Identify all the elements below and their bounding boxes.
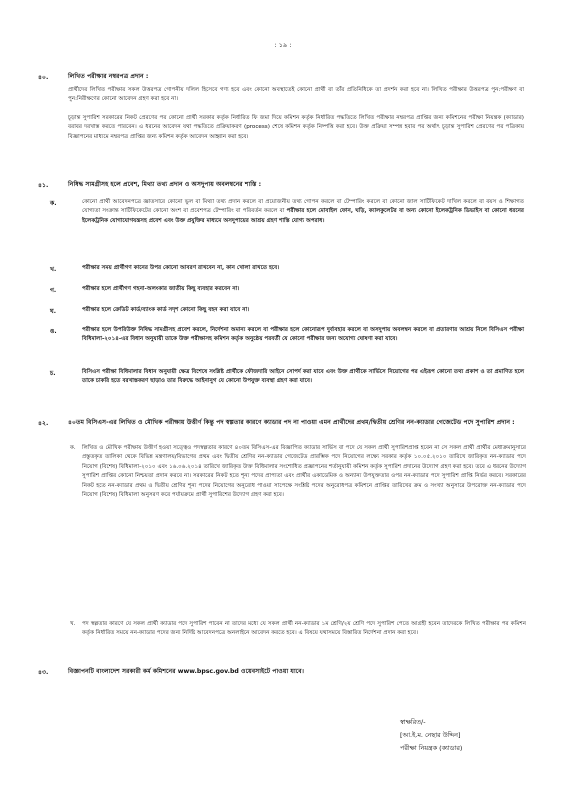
section-41-number: ৪১. [38,182,49,189]
signatory-name: [আ.ই.ম. নেছার উদ্দিন] [400,731,461,739]
item-label: ক. [70,445,76,451]
signatory-designation: পরীক্ষা নিয়ন্ত্রক (ক্যাডার) [400,744,463,752]
item-text: পদ স্বল্পতার কারণে যে সকল প্রার্থী ক্যাডার পদে সুপারিশ পাবেন না তাদের মধ্যে যে সকল প্রার্থী নন-ক্যাডার ১ম শ্রেণি/২য় শ্রেণি পদে সুপারিশ পেতে আগ্রহী হবেন তাদেরকে লিখিত পরীক্ষার পর কমিশন কর্তৃক নির্ধারিত সময়ে নন-ক্যাডার পদের জন্য নির্দিষ্ট আবেদনপত্রে অনলাইনে আবেদন করতে হবে। এ বিষয়ে যথাসময়ে বিস্তারিত নির্দেশনা প্রদান করা হবে। [82,621,526,637]
section-40-title: লিখিত পরীক্ষার নম্বরপত্র প্রদান : [68,73,149,80]
item-text-bold: পরীক্ষার হলে প্রার্থীগণ গহনা-অলংকার জাতীয় কিছু ব্যবহার করবেন না। [82,286,240,292]
section-42-title: ৪০তম বিসিএস-এর লিখিত ও মৌখিক পরীক্ষায় উত্তীর্ণ কিন্তু পদ স্বল্পতার কারণে ক্যাডার পদ না পাওয়া এমন প্রার্থীদের প্রথম/দ্বিতীয় শ্রেণির নন-ক্যাডার গেজেটেড পদে সুপারিশ প্রদান : [68,419,515,426]
item-text-bold: পরীক্ষার হলে মোবাইল ফোন, ঘড়ি, ক্যালকুলেটর বা অন্য কোনো ইলেকট্রনিক ডিভাইস বা কোনো ধরনের ইলেকট্রনিক যোগাযোগযন্ত্রসহ প্রবেশ এবং উক্ত প্রযুক্তির মাধ্যমে অসদুপায়ের আশ্রয় গ্রহণ শাস্তি যোগ্য অপরাধ। [82,208,524,224]
page-number: : ১৯ : [274,41,292,49]
item-label: খ. [70,621,76,627]
item-label: ঙ. [50,328,57,335]
item-text: লিখিত ও মৌখিক পরীক্ষায় উত্তীর্ণ হওয়া সত্ত্বেও পদস্বল্পতার কারণে ৪০তম বিসিএস-এর বিজ্ঞাপিত ক্যাডার সার্ভিস বা পদে যে সকল প্রার্থী সুপারিশপ্রাপ্ত হবেন না সে সকল প্রার্থী প্রার্থীর মেধাক্রমানুসারে প্রস্তুতকৃত তালিকা থেকে বিভিন্ন মন্ত্রণালয়/বিভাগের প্রথম এবং দ্বিতীয় শ্রেণির নন-ক্যাডার গেজেটেড প্রারম্ভিক পদে নিয়োগের লক্ষ্যে সরকার কর্তৃক ১০.০৫.২০১০ তারিখে জারিকৃত নন-ক্যাডার পদে নিয়োগ (বিশেষ) বিধিমালা-২০১০ এবং ১৬.০৬.২০১৪ তারিখে জারিকৃত উক্ত বিধিমালার সংশোধিত প্রজ্ঞাপনের শর্তানুযায়ী কমিশন কর্তৃক সুপারিশ প্রদানের উদ্যোগ গ্রহণ করা হবে। তবে এ ধরনের উদ্যোগ সুপারিশ প্রাপ্তির কোনো নিশ্চয়তা প্রদান করবে না। সরকারের নিকট হতে শূন্য পদের প্রাপ্যতা এবং প্রার্থীর একাডেমিক ও অন্যান্য উপযুক্ততার ওপর নন-ক্যাডার পদে সুপারিশ প্রাপ্তি নির্ভর করবে। সরকারের নিকট হতে নন-ক্যাডার প্রথম ও দ্বিতীয় শ্রেণির শূন্য পদের নিয়োগের অনুরোধ পাওয়া সাপেক্ষে সংশ্লিষ্ট পদের অনুরোধপত্র কমিশনে প্রাপ্তির তারিখের ক্রম ও সংখ্যা অনুসারে উপরোক্ত নন-ক্যাডার পদে নিয়োগ (বিশেষ) বিধিমালা অনুসরণ করে পর্যায়ক্রমে প্রার্থী সুপারিশের উদ্যোগ গ্রহণ করা হবে। [82,445,526,499]
section-42-number: ৪২. [38,420,49,427]
section-40-number: ৪০. [38,74,49,81]
item-label: চ. [50,370,56,377]
section-43-text-after: ওয়েবসাইটে পাওয়া যাবে। [241,668,304,675]
item-text-bold: পরীক্ষার হলে ক্রেডিট কার্ড/ব্যাংক কার্ড সদৃশ কোনো কিছু বহন করা যাবে না। [82,307,250,313]
item-text-bold: পরীক্ষার সময় প্রার্থীগণ কানের উপর কোনো আবরণ রাখবেন না, কান খোলা রাখতে হবে। [82,265,280,271]
item-label: ঘ. [50,308,56,315]
item-label: গ. [50,287,57,294]
item-text-bold: বিসিএস পরীক্ষা বিধিমালার বিধান অনুযায়ী ক্ষেত্র বিশেষে সংশ্লিষ্ট প্রার্থীকে ফৌজদারি আইনে সোপর্দ করা যাবে এবং উক্ত প্রার্থীকে সার্ভিসে নিয়োগের পর এইরূপ কোনো তথ্য প্রকাশ ও তা প্রমাণিত হলে তাকে চাকরি হতে বরখাস্তকরণ ছাড়াও তার বিরুদ্ধে আইনানুগ যে কোনো উপযুক্ত ব্যবস্থা গ্রহণ করা যাবে। [82,369,524,385]
item-text [82,198,524,226]
website-link[interactable]: www.bpsc.gov.bd [177,668,239,675]
item-label: ক. [50,200,57,207]
item-text-bold: পরীক্ষার হলে উপরিউক্ত নিষিদ্ধ সামগ্রীসহ প্রবেশ করলে, নির্দেশনা অমান্য করলে বা পরীক্ষার হলে কোনোরূপ দুর্ব্যবহার করলে বা অসদুপায় অবলম্বন করলে বা প্রতারণার আশ্রয় নিলে বিসিএস পরীক্ষা বিধিমালা-২০১৪-এর বিধান অনুযায়ী তাকে উক্ত পরীক্ষাসহ কমিশন কর্তৃক অনুষ্ঠেয় পরবর্তী যে কোনো পরীক্ষার জন্য অযোগ্য ঘোষণা করা যাবে। [82,327,524,343]
signed-text: স্বাক্ষরিত/- [400,718,426,726]
item-text-normal: কোনো প্রার্থী আবেদনপত্রে জ্ঞাতসারে কোনো ভুল বা মিথ্যা তথ্য প্রদান করলে বা প্রয়োজনীয় তথ্য গোপন করলে বা টেম্পারিং করলে বা কোনো জাল সার্টিফিকেট দাখিল করলে বা বয়স ও শিক্ষাগত যোগ্যতা সংক্রান্ত সার্টিফিকেটের কোনো অংশ বা প্রবেশপত্র টেম্পারিং বা পরিবর্তন করলে বা [82,199,524,215]
item-label: খ. [50,266,57,273]
section-43-text [68,667,528,677]
section-40-paragraph-2: চূড়ান্ত সুপারিশ সরকারের নিকট প্রেরণের পর কোনো প্রার্থী সরকার কর্তৃক নির্ধারিত ফি জমা দিয়ে কমিশন কর্তৃক নির্ধারিত পদ্ধতিতে লিখিত পরীক্ষার নম্বরপত্র প্রাপ্তির জন্য কমিশনের পরীক্ষা নিয়ন্ত্রক (ক্যাডার) বরাবর দরখাস্ত করতে পারবেন। এ ধরনের আবেদন যথা পদ্ধতিতে প্রক্রিয়াকরণ (process) শেষে কমিশন কর্তৃক নিষ্পত্তি করা হবে। উক্ত প্রক্রিয়া সম্পন্ন হবার পর অর্থাৎ চূড়ান্ত সুপারিশ প্রেরণের পর পত্রিকায় বিজ্ঞাপনের মাধ্যমে নম্বরপত্র প্রাপ্তির জন্য কমিশন কর্তৃক আবেদন আহ্বান করা হবে। [68,115,524,140]
section-40-paragraph-1: প্রার্থীদের লিখিত পরীক্ষার সকল উত্তরপত্র গোপনীয় দলিল হিসেবে গণ্য হবে এবং কোনো অবস্থাতেই কোনো প্রার্থী বা তাঁর প্রতিনিধিকে তা প্রদর্শন করা হবে না। লিখিত পরীক্ষার উত্তরপত্র পুন:পরীক্ষণ বা পুন:নিরীক্ষণের কোনো আবেদন গ্রহণ করা হবে না। [68,87,524,103]
section-43-text-before: বিজ্ঞাপনটি বাংলাদেশ সরকারী কর্ম কমিশনের [68,668,176,675]
section-43-number: ৪৩. [38,669,49,676]
section-41-title: নিষিদ্ধ সামগ্রীসহ হলে প্রবেশ, মিথ্যা তথ্য প্রদান ও অসদুপায় অবলম্বনের শাস্তি : [68,181,262,188]
signature-block [400,716,540,755]
